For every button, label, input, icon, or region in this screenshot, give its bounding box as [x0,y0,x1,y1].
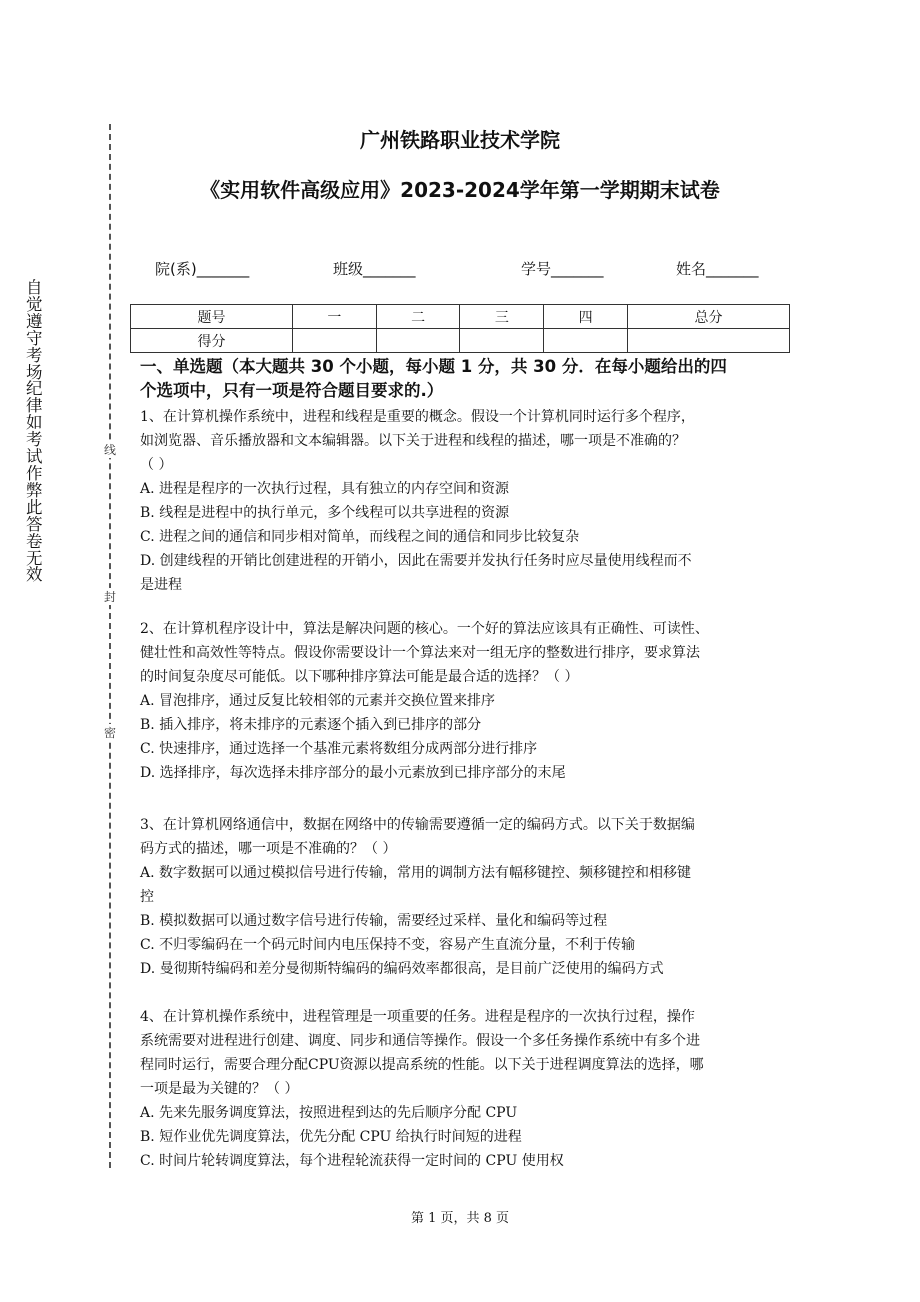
question-line: 程同时运行，需要合理分配CPU资源以提高系统的性能。以下关于进程调度算法的选择，哪 [140,1057,704,1073]
question-line: C. 不归零编码在一个码元时间内电压保持不变，容易产生直流分量，不利于传输 [140,937,636,953]
question-line: 如浏览器、音乐播放器和文本编辑器。以下关于进程和线程的描述，哪一项是不准确的？ [140,433,686,449]
question-line: 系统需要对进程进行创建、调度、同步和通信等操作。假设一个多任务操作系统中有多个进 [140,1033,700,1049]
question-4 [140,1005,790,1173]
question-line: B. 短作业优先调度算法，优先分配 CPU 给执行时间短的进程 [140,1129,522,1145]
seal-mark-mi: 密 [103,726,116,740]
score-row [131,329,790,353]
question-line: B. 模拟数据可以通过数字信号进行传输，需要经过采样、量化和编码等过程 [140,913,608,929]
exam-discipline-notice: 自觉遵守考场纪律如考试作弊此答卷无效 [26,278,43,585]
page-footer: 第 1 页，共 8 页 [410,1211,510,1226]
school-name: 广州铁路职业技术学院 [360,128,560,152]
question-line: D. 选择排序，每次选择未排序部分的最小元素放到已排序部分的末尾 [140,765,566,781]
question-line: C. 快速排序，通过选择一个基准元素将数组分成两部分进行排序 [140,741,538,757]
question-1 [140,405,790,597]
score-cell [460,329,544,353]
score-table [130,304,790,353]
row-label: 得分 [131,329,293,353]
question-line: 一项是最为关键的？（ ） [140,1081,299,1097]
seal-mark-feng: 封 [103,590,116,604]
dept-field: 院(系)_______ [155,260,250,278]
header-cell: 总分 [628,305,790,329]
question-line: A. 数字数据可以通过模拟信号进行传输，常用的调制方法有幅移键控、频移键控和相移键 [140,865,692,881]
question-line: D. 曼彻斯特编码和差分曼彻斯特编码的编码效率都很高，是目前广泛使用的编码方式 [140,961,664,977]
section-line: 个选项中，只有一项是符合题目要求的.） [140,381,444,400]
header-cell: 四 [544,305,628,329]
score-cell [292,329,376,353]
header-cell: 一 [292,305,376,329]
question-line: 健壮性和高效性等特点。假设你需要设计一个算法来对一组无序的整数进行排序，要求算法 [140,645,700,661]
student-id-field: 学号_______ [521,260,604,278]
score-cell [376,329,460,353]
question-line: 1、在计算机操作系统中，进程和线程是重要的概念。假设一个计算机同时运行多个程序， [140,409,695,425]
question-line: D. 创建线程的开销比创建进程的开销小，因此在需要并发执行任务时应尽量使用线程而不 [140,553,692,569]
question-2 [140,617,790,785]
question-3 [140,813,790,981]
section-heading [140,355,790,403]
class-field: 班级_______ [333,260,416,278]
section-line: 一、单选题（本大题共 30 个小题，每小题 1 分，共 30 分．在每小题给出的四 [140,357,727,376]
score-cell [544,329,628,353]
question-line: B. 插入排序，将未排序的元素逐个插入到已排序的部分 [140,717,482,733]
question-line: B. 线程是进程中的执行单元，多个线程可以共享进程的资源 [140,505,510,521]
seal-mark-xian: 线 [103,443,116,457]
header-cell: 二 [376,305,460,329]
question-line: 2、在计算机程序设计中，算法是解决问题的核心。一个好的算法应该具有正确性、可读性、 [140,621,709,637]
question-line: A. 先来先服务调度算法，按照进程到达的先后顺序分配 CPU [140,1105,518,1121]
question-line: 码方式的描述，哪一项是不准确的？（ ） [140,841,397,857]
question-line: A. 冒泡排序，通过反复比较相邻的元素并交换位置来排序 [140,693,496,709]
question-line: A. 进程是程序的一次执行过程，具有独立的内存空间和资源 [140,481,510,497]
question-line: 是进程 [140,577,182,593]
question-line: 控 [140,889,154,905]
binding-dashed-line [109,124,111,1168]
header-cell: 三 [460,305,544,329]
exam-title: 《实用软件高级应用》2023-2024学年第一学期期末试卷 [200,178,720,202]
question-line: 3、在计算机网络通信中，数据在网络中的传输需要遵循一定的编码方式。以下关于数据编 [140,817,695,833]
question-line: 的时间复杂度尽可能低。以下哪种排序算法可能是最合适的选择？（ ） [140,669,579,685]
name-field: 姓名_______ [676,260,759,278]
score-cell [628,329,790,353]
question-line: 4、在计算机操作系统中，进程管理是一项重要的任务。进程是程序的一次执行过程，操作 [140,1009,695,1025]
header-cell: 题号 [131,305,293,329]
question-line: C. 时间片轮转调度算法，每个进程轮流获得一定时间的 CPU 使用权 [140,1153,564,1169]
score-table-header [131,305,790,329]
question-line: C. 进程之间的通信和同步相对简单，而线程之间的通信和同步比较复杂 [140,529,580,545]
question-line: （ ） [140,457,173,473]
